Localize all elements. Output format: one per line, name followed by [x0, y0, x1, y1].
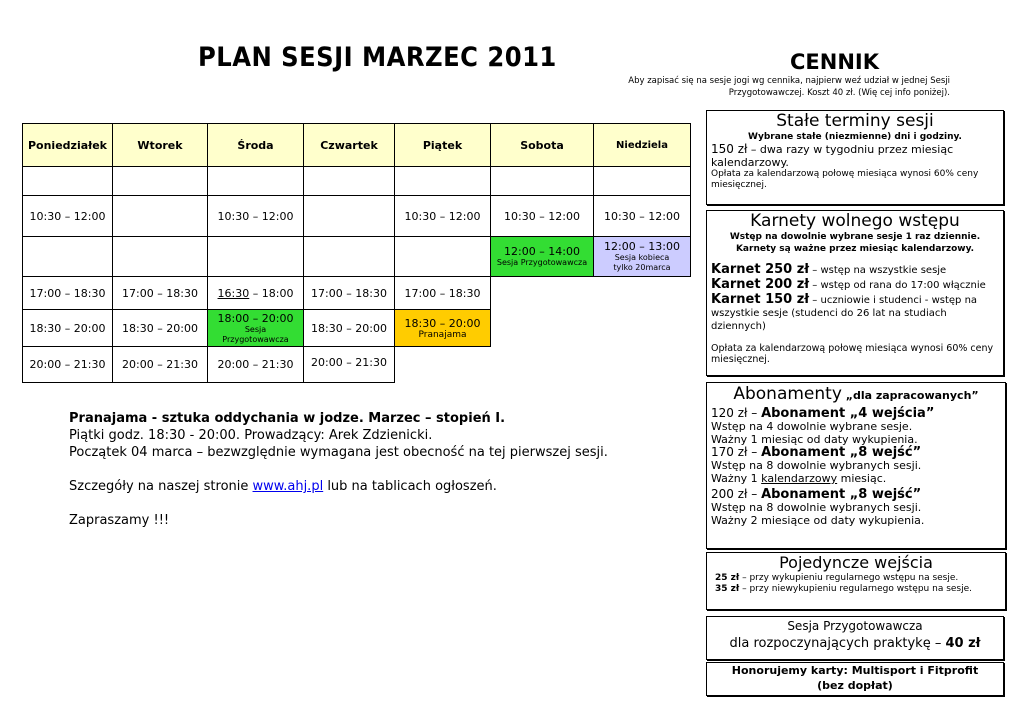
day-header: Sobota [491, 124, 594, 167]
info-section [69, 410, 669, 529]
price-line: dla rozpoczynających praktykę – 40 zł [729, 636, 981, 651]
pojedyncze-box [706, 552, 1006, 610]
cennik-note-line: Przygotowawczej. Koszt 40 zł. (Wię cej info poniżej). [728, 88, 950, 98]
abonament-detail: Ważny 1 kalendarzowy miesiąc. [711, 472, 887, 485]
session-cell: 18:30 – 20:00 [304, 310, 395, 347]
karnet-line: Karnet 200 zł – wstęp od rana do 17:00 włącznie [711, 277, 986, 292]
cennik-note-line: Aby zapisać się na sesje jogi wg cennika, najpierw weź udział w jednej Sesji [628, 76, 950, 86]
session-cell: 10:30 – 12:00 [491, 196, 594, 237]
info-line: Piątki godz. 18:30 - 20:00. Prowadzący: Arek Zdzienicki. [69, 428, 433, 443]
table-row [23, 237, 691, 277]
abonament-detail: Ważny 2 miesiące od daty wykupienia. [711, 514, 925, 527]
session-cell-kobieca: 12:00 – 13:00 Sesja kobieca tylko 20marca [594, 237, 691, 277]
karnet-line: Karnet 250 zł – wstęp na wszystkie sesje [711, 262, 947, 277]
price-line: 150 zł – dwa razy w tygodniu przez miesiąc kalendarzowy. [711, 142, 954, 169]
cennik-title: CENNIK [790, 50, 879, 74]
price-line: 35 zł – przy niewykupieniu regularnego wstępu na sesje. [715, 584, 973, 594]
session-cell: 20:00 – 21:30 [304, 347, 395, 383]
box-title: Sesja Przygotowawcza [787, 619, 923, 633]
box-subtitle: Wybrane stałe (niezmienne) dni i godziny. [748, 132, 962, 142]
honor-line: (bez dopłat) [817, 679, 893, 692]
box-title: Stałe terminy sesji [776, 111, 934, 131]
session-cell: 17:00 – 18:30 [395, 277, 491, 310]
session-cell: 10:30 – 12:00 [395, 196, 491, 237]
session-cell: 20:00 – 21:30 [23, 347, 113, 383]
honor-line: Honorujemy karty: Multisport i Fitprofit [731, 664, 979, 677]
box-title: Pojedyncze wejścia [779, 553, 933, 572]
price-note: Opłata za kalendarzową połowę miesiąca wynosi 60% ceny miesięcznej. [711, 169, 979, 190]
day-header: Poniedziałek [23, 124, 113, 167]
day-header: Czwartek [304, 124, 395, 167]
sesja-przygotowawcza-box [706, 616, 1004, 660]
session-cell: 10:30 – 12:00 [23, 196, 113, 237]
honorujemy-box [706, 662, 1004, 696]
abonament-detail: Wstęp na 8 dowolnie wybranych sesji. [711, 459, 922, 472]
price-line: 25 zł – przy wykupieniu regularnego wstępu na sesje. [715, 573, 959, 583]
abonament-line: 200 zł – Abonament „8 wejść” [711, 487, 922, 502]
session-cell-przygotowawcza: 18:00 – 20:00 Sesja Przygotowawcza [208, 310, 304, 347]
box-subtitle: Wstęp na dowolnie wybrane sesje 1 raz dziennie. [729, 232, 981, 242]
session-cell: 20:00 – 21:30 [208, 347, 304, 383]
session-cell: 18:30 – 20:00 [23, 310, 113, 347]
table-row [23, 277, 691, 310]
session-cell: 17:00 – 18:30 [113, 277, 208, 310]
session-cell: 17:00 – 18:30 [23, 277, 113, 310]
day-header: Niedziela [594, 124, 691, 167]
abonament-line: 170 zł – Abonament „8 wejść” [711, 445, 922, 460]
website-link[interactable]: www.ahj.pl [252, 479, 324, 494]
cennik-note [600, 75, 950, 99]
session-cell: 10:30 – 12:00 [208, 196, 304, 237]
page-title: PLAN SESJI MARZEC 2011 [198, 42, 557, 73]
abonament-detail: Wstęp na 4 dowolnie wybrane sesje. [711, 420, 913, 433]
session-cell-pranajama: 18:30 – 20:00 Pranajama [395, 310, 491, 347]
table-row [23, 167, 691, 196]
box-subtitle: Karnety są ważne przez miesiąc kalendarzowy. [735, 244, 975, 254]
box-title: Karnety wolnego wstępu [750, 211, 960, 231]
table-row [23, 347, 691, 383]
session-cell-przygotowawcza: 12:00 – 14:00 Sesja Przygotowawcza [491, 237, 594, 277]
table-row [23, 196, 691, 237]
session-cell: 18:30 – 20:00 [113, 310, 208, 347]
session-cell: 10:30 – 12:00 [594, 196, 691, 237]
info-line: Szczegóły na naszej stronie www.ahj.pl lub na tablicach ogłoszeń. [69, 479, 497, 494]
karnety-box [706, 210, 1004, 376]
day-header: Środa [208, 124, 304, 167]
schedule-table [22, 123, 691, 383]
day-header: Piątek [395, 124, 491, 167]
abonament-detail: Ważny 1 miesiąc od daty wykupienia. [711, 433, 918, 446]
info-line: Początek 04 marca – bezwzględnie wymagana jest obecność na tej pierwszej sesji. [69, 445, 608, 460]
box-title: Abonamenty „dla zapracowanych” [733, 384, 979, 404]
day-header: Wtorek [113, 124, 208, 167]
abonament-line: 120 zł – Abonament „4 wejścia” [711, 406, 935, 421]
abonamenty-box [706, 382, 1006, 549]
session-cell: 20:00 – 21:30 [113, 347, 208, 383]
info-line: Pranajama - sztuka oddychania w jodze. Marzec – stopień I. [69, 411, 506, 426]
abonament-detail: Wstęp na 8 dowolnie wybranych sesji. [711, 501, 922, 514]
price-note: Opłata za kalendarzową połowę miesiąca wynosi 60% ceny miesięcznej. [711, 343, 994, 365]
session-cell: 17:00 – 18:30 [304, 277, 395, 310]
stale-terminy-box [706, 110, 1004, 205]
table-row [23, 310, 691, 347]
info-line: Zapraszamy !!! [69, 513, 170, 528]
table-header-row [23, 124, 691, 167]
karnet-line: Karnet 150 zł – uczniowie i studenci - wstęp na wszystkie sesje (studenci do 26 lat na studiach dziennych) [711, 292, 978, 332]
session-cell: 16:30 – 18:00 [208, 277, 304, 310]
